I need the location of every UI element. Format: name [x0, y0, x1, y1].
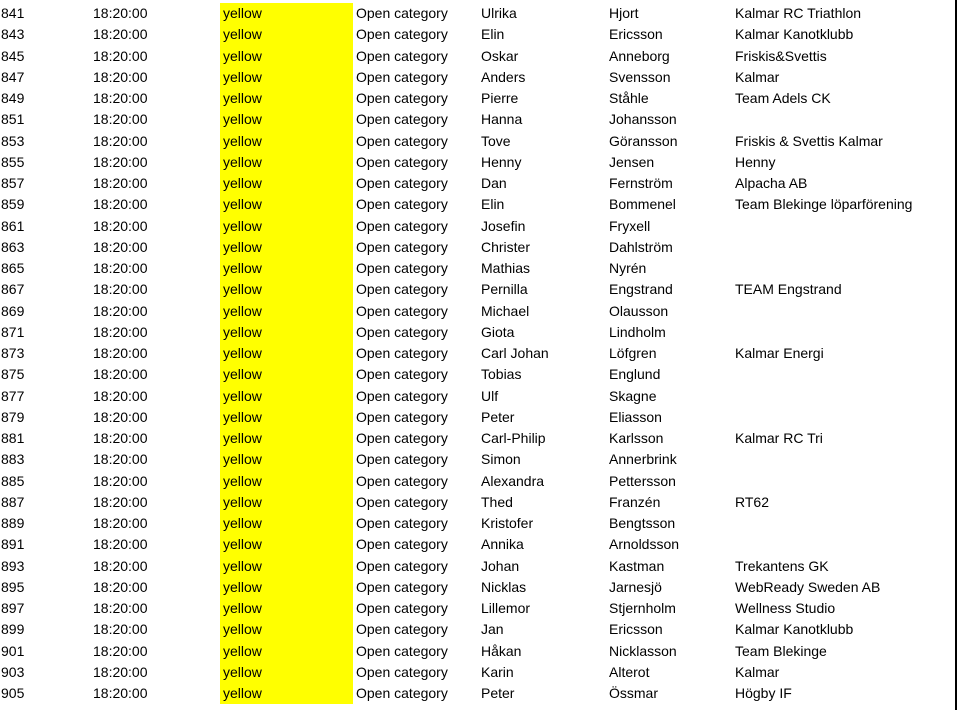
bib-number-cell: 879 — [1, 408, 25, 425]
club-cell: Kalmar RC Triathlon — [735, 5, 862, 21]
first-name-cell: Ulf — [481, 387, 499, 404]
category-cell: Open category — [356, 345, 448, 361]
start-time-cell: 18:20:00 — [93, 642, 148, 659]
first-name-cell: Peter — [481, 408, 515, 425]
category-cell: Open category — [356, 47, 448, 64]
first-name-cell: Elin — [481, 196, 505, 213]
club-cell: Friskis & Svettis Kalmar — [735, 132, 883, 149]
start-time-cell: 18:20:00 — [93, 493, 148, 510]
table-row — [0, 364, 960, 385]
color-group-cell: yellow — [220, 237, 353, 258]
category-cell: Open category — [356, 408, 448, 425]
first-name-cell: Thed — [481, 493, 513, 510]
bib-number-cell: 877 — [1, 387, 25, 404]
last-name-cell: Johansson — [609, 111, 677, 128]
table-row — [0, 449, 960, 470]
category-cell: Open category — [356, 111, 448, 128]
club-cell: WebReady Sweden AB — [735, 578, 881, 595]
start-time-cell: 18:20:00 — [93, 451, 148, 468]
table-row — [0, 237, 960, 258]
bib-number-cell: 843 — [1, 26, 25, 43]
category-cell: Open category — [356, 281, 448, 298]
start-time-cell: 18:20:00 — [93, 345, 148, 361]
last-name-cell: Englund — [609, 366, 661, 383]
last-name-cell: Arnoldsson — [609, 536, 680, 553]
table-row — [0, 3, 960, 24]
color-group-cell: yellow — [220, 173, 353, 194]
last-name-cell: Fryxell — [609, 217, 651, 234]
table-row — [0, 577, 960, 598]
color-group-cell: yellow — [220, 46, 353, 67]
start-time-cell: 18:20:00 — [93, 5, 148, 21]
last-name-cell: Svensson — [609, 68, 671, 85]
first-name-cell: Pierre — [481, 90, 519, 106]
color-group-cell: yellow — [220, 386, 353, 407]
start-time-cell: 18:20:00 — [93, 578, 148, 595]
start-time-cell: 18:20:00 — [93, 238, 148, 255]
club-cell — [735, 534, 953, 555]
bib-number-cell: 861 — [1, 217, 25, 234]
last-name-cell: Bengtsson — [609, 515, 676, 531]
category-cell: Open category — [356, 153, 448, 170]
last-name-cell: Hjort — [609, 5, 639, 21]
last-name-cell: Löfgren — [609, 345, 657, 361]
last-name-cell: Franzén — [609, 493, 661, 510]
club-cell: Wellness Studio — [735, 600, 836, 616]
club-cell: Trekantens GK — [735, 557, 829, 574]
color-group-cell: yellow — [220, 407, 353, 428]
category-cell: Open category — [356, 663, 448, 680]
category-cell: Open category — [356, 132, 448, 149]
club-cell — [735, 301, 953, 322]
color-group-cell: yellow — [220, 152, 353, 173]
bib-number-cell: 863 — [1, 238, 25, 255]
first-name-cell: Nicklas — [481, 578, 527, 595]
category-cell: Open category — [356, 5, 448, 21]
table-row — [0, 131, 960, 152]
bib-number-cell: 851 — [1, 111, 25, 128]
table-row — [0, 641, 960, 662]
bib-number-cell: 873 — [1, 345, 25, 361]
bib-number-cell: 855 — [1, 153, 25, 170]
color-group-cell: yellow — [220, 577, 353, 598]
last-name-cell: Jarnesjö — [609, 578, 662, 595]
last-name-cell: Eliasson — [609, 408, 662, 425]
first-name-cell: Tove — [481, 132, 511, 149]
bib-number-cell: 845 — [1, 47, 25, 64]
club-cell: TEAM Engstrand — [735, 281, 842, 298]
color-group-cell: yellow — [220, 258, 353, 279]
start-time-cell: 18:20:00 — [93, 281, 148, 298]
bib-number-cell: 901 — [1, 642, 25, 659]
first-name-cell: Karin — [481, 663, 514, 680]
start-time-cell: 18:20:00 — [93, 47, 148, 64]
category-cell: Open category — [356, 260, 448, 276]
table-row — [0, 152, 960, 173]
color-group-cell: yellow — [220, 492, 353, 513]
last-name-cell: Skagne — [609, 387, 657, 404]
bib-number-cell: 893 — [1, 557, 25, 574]
color-group-cell: yellow — [220, 534, 353, 555]
category-cell: Open category — [356, 472, 448, 489]
bib-number-cell: 853 — [1, 132, 25, 149]
table-row — [0, 386, 960, 407]
start-time-cell: 18:20:00 — [93, 260, 148, 276]
start-time-cell: 18:20:00 — [93, 111, 148, 128]
bib-number-cell: 847 — [1, 68, 25, 85]
bib-number-cell: 899 — [1, 621, 25, 638]
table-right-border — [955, 0, 957, 710]
club-cell: RT62 — [735, 493, 769, 510]
start-time-cell: 18:20:00 — [93, 430, 148, 446]
color-group-cell: yellow — [220, 364, 353, 385]
club-cell: Kalmar — [735, 663, 780, 680]
color-group-cell: yellow — [220, 513, 353, 534]
club-cell: Högby IF — [735, 685, 792, 701]
category-cell: Open category — [356, 196, 448, 213]
table-row — [0, 301, 960, 322]
table-row — [0, 194, 960, 215]
first-name-cell: Pernilla — [481, 281, 528, 298]
start-time-cell: 18:20:00 — [93, 302, 148, 319]
table-row — [0, 258, 960, 279]
club-cell — [735, 216, 953, 237]
category-cell: Open category — [356, 387, 448, 404]
color-group-cell: yellow — [220, 662, 353, 683]
bib-number-cell: 875 — [1, 366, 25, 383]
last-name-cell: Kastman — [609, 557, 665, 574]
color-group-cell: yellow — [220, 343, 353, 364]
first-name-cell: Carl-Philip — [481, 430, 546, 446]
last-name-cell: Karlsson — [609, 430, 664, 446]
start-time-cell: 18:20:00 — [93, 90, 148, 106]
start-list-table — [0, 3, 960, 704]
bib-number-cell: 871 — [1, 323, 25, 340]
first-name-cell: Carl Johan — [481, 345, 549, 361]
category-cell: Open category — [356, 366, 448, 383]
color-group-cell: yellow — [220, 619, 353, 640]
table-row — [0, 619, 960, 640]
bib-number-cell: 905 — [1, 685, 25, 701]
color-group-cell: yellow — [220, 683, 353, 704]
table-row — [0, 46, 960, 67]
club-cell — [735, 258, 953, 279]
start-time-cell: 18:20:00 — [93, 26, 148, 43]
first-name-cell: Henny — [481, 153, 522, 170]
first-name-cell: Oskar — [481, 47, 519, 64]
table-row — [0, 556, 960, 577]
first-name-cell: Mathias — [481, 260, 531, 276]
bib-number-cell: 903 — [1, 663, 25, 680]
club-cell — [735, 386, 953, 407]
color-group-cell: yellow — [220, 67, 353, 88]
table-row — [0, 513, 960, 534]
club-cell — [735, 109, 953, 130]
last-name-cell: Göransson — [609, 132, 678, 149]
first-name-cell: Dan — [481, 175, 507, 191]
club-cell: Henny — [735, 153, 776, 170]
first-name-cell: Lillemor — [481, 600, 531, 616]
table-row — [0, 428, 960, 449]
club-cell: Kalmar Kanotklubb — [735, 26, 854, 43]
color-group-cell: yellow — [220, 556, 353, 577]
color-group-cell: yellow — [220, 216, 353, 237]
category-cell: Open category — [356, 217, 448, 234]
first-name-cell: Elin — [481, 26, 505, 43]
first-name-cell: Kristofer — [481, 515, 534, 531]
category-cell: Open category — [356, 685, 448, 701]
start-time-cell: 18:20:00 — [93, 408, 148, 425]
first-name-cell: Josefin — [481, 217, 526, 234]
club-cell — [735, 322, 953, 343]
table-row — [0, 492, 960, 513]
first-name-cell: Hanna — [481, 111, 523, 128]
first-name-cell: Jan — [481, 621, 504, 638]
color-group-cell: yellow — [220, 24, 353, 45]
color-group-cell: yellow — [220, 88, 353, 109]
bib-number-cell: 869 — [1, 302, 25, 319]
category-cell: Open category — [356, 175, 448, 191]
first-name-cell: Tobias — [481, 366, 522, 383]
last-name-cell: Nyrén — [609, 260, 647, 276]
club-cell: Team Blekinge — [735, 642, 827, 659]
bib-number-cell: 849 — [1, 90, 25, 106]
club-cell: Alpacha AB — [735, 175, 808, 191]
last-name-cell: Stjernholm — [609, 600, 676, 616]
last-name-cell: Fernström — [609, 175, 673, 191]
color-group-cell: yellow — [220, 322, 353, 343]
first-name-cell: Giota — [481, 323, 515, 340]
table-row — [0, 471, 960, 492]
color-group-cell: yellow — [220, 428, 353, 449]
last-name-cell: Jensen — [609, 153, 655, 170]
club-cell — [735, 513, 953, 534]
category-cell: Open category — [356, 600, 448, 616]
category-cell: Open category — [356, 621, 448, 638]
table-row — [0, 662, 960, 683]
table-row — [0, 88, 960, 109]
start-time-cell: 18:20:00 — [93, 600, 148, 616]
start-time-cell: 18:20:00 — [93, 366, 148, 383]
category-cell: Open category — [356, 430, 448, 446]
club-cell — [735, 364, 953, 385]
bib-number-cell: 841 — [1, 5, 25, 21]
table-row — [0, 598, 960, 619]
category-cell: Open category — [356, 451, 448, 468]
category-cell: Open category — [356, 642, 448, 659]
bib-number-cell: 881 — [1, 430, 25, 446]
category-cell: Open category — [356, 493, 448, 510]
first-name-cell: Peter — [481, 685, 515, 701]
color-group-cell: yellow — [220, 471, 353, 492]
category-cell: Open category — [356, 26, 448, 43]
category-cell: Open category — [356, 515, 448, 531]
bib-number-cell: 887 — [1, 493, 25, 510]
color-group-cell: yellow — [220, 109, 353, 130]
start-time-cell: 18:20:00 — [93, 663, 148, 680]
start-time-cell: 18:20:00 — [93, 323, 148, 340]
last-name-cell: Annerbrink — [609, 451, 677, 468]
start-time-cell: 18:20:00 — [93, 387, 148, 404]
start-time-cell: 18:20:00 — [93, 685, 148, 701]
bib-number-cell: 885 — [1, 472, 25, 489]
start-time-cell: 18:20:00 — [93, 621, 148, 638]
start-time-cell: 18:20:00 — [93, 472, 148, 489]
last-name-cell: Bommenel — [609, 196, 676, 213]
club-cell: Team Blekinge löparförening — [735, 196, 913, 213]
last-name-cell: Alterot — [609, 663, 650, 680]
club-cell: Friskis&Svettis — [735, 47, 827, 64]
start-time-cell: 18:20:00 — [93, 153, 148, 170]
category-cell: Open category — [356, 323, 448, 340]
start-time-cell: 18:20:00 — [93, 132, 148, 149]
bib-number-cell: 867 — [1, 281, 25, 298]
table-row — [0, 67, 960, 88]
table-row — [0, 109, 960, 130]
bib-number-cell: 857 — [1, 175, 25, 191]
category-cell: Open category — [356, 90, 448, 106]
club-cell: Kalmar Energi — [735, 345, 824, 361]
start-time-cell: 18:20:00 — [93, 515, 148, 531]
club-cell: Kalmar — [735, 68, 780, 85]
start-time-cell: 18:20:00 — [93, 557, 148, 574]
club-cell: Kalmar Kanotklubb — [735, 621, 854, 638]
category-cell: Open category — [356, 238, 448, 255]
first-name-cell: Johan — [481, 557, 520, 574]
table-row — [0, 216, 960, 237]
last-name-cell: Pettersson — [609, 472, 676, 489]
table-row — [0, 343, 960, 364]
bib-number-cell: 895 — [1, 578, 25, 595]
bib-number-cell: 865 — [1, 260, 25, 276]
bib-number-cell: 859 — [1, 196, 25, 213]
first-name-cell: Ulrika — [481, 5, 517, 21]
first-name-cell: Håkan — [481, 642, 522, 659]
first-name-cell: Alexandra — [481, 472, 545, 489]
table-row — [0, 322, 960, 343]
table-row — [0, 534, 960, 555]
color-group-cell: yellow — [220, 301, 353, 322]
last-name-cell: Ståhle — [609, 90, 649, 106]
table-row — [0, 683, 960, 704]
bib-number-cell: 897 — [1, 600, 25, 616]
last-name-cell: Ericsson — [609, 621, 663, 638]
color-group-cell: yellow — [220, 194, 353, 215]
club-cell — [735, 471, 953, 492]
first-name-cell: Christer — [481, 238, 531, 255]
last-name-cell: Engstrand — [609, 281, 673, 298]
last-name-cell: Nicklasson — [609, 642, 677, 659]
category-cell: Open category — [356, 578, 448, 595]
start-time-cell: 18:20:00 — [93, 196, 148, 213]
color-group-cell: yellow — [220, 131, 353, 152]
color-group-cell: yellow — [220, 598, 353, 619]
category-cell: Open category — [356, 536, 448, 553]
color-group-cell: yellow — [220, 3, 353, 24]
color-group-cell: yellow — [220, 279, 353, 300]
club-cell — [735, 449, 953, 470]
bib-number-cell: 891 — [1, 536, 25, 553]
bib-number-cell: 889 — [1, 515, 25, 531]
category-cell: Open category — [356, 68, 448, 85]
start-time-cell: 18:20:00 — [93, 175, 148, 191]
start-time-cell: 18:20:00 — [93, 536, 148, 553]
category-cell: Open category — [356, 302, 448, 319]
club-cell: Kalmar RC Tri — [735, 430, 823, 446]
table-row — [0, 407, 960, 428]
last-name-cell: Össmar — [609, 685, 658, 701]
category-cell: Open category — [356, 557, 448, 574]
last-name-cell: Anneborg — [609, 47, 670, 64]
first-name-cell: Simon — [481, 451, 521, 468]
club-cell — [735, 237, 953, 258]
last-name-cell: Ericsson — [609, 26, 663, 43]
last-name-cell: Lindholm — [609, 323, 666, 340]
bib-number-cell: 883 — [1, 451, 25, 468]
table-row — [0, 24, 960, 45]
last-name-cell: Olausson — [609, 302, 669, 319]
club-cell — [735, 407, 953, 428]
color-group-cell: yellow — [220, 641, 353, 662]
first-name-cell: Anders — [481, 68, 526, 85]
first-name-cell: Michael — [481, 302, 530, 319]
start-time-cell: 18:20:00 — [93, 68, 148, 85]
first-name-cell: Annika — [481, 536, 524, 553]
table-row — [0, 173, 960, 194]
start-time-cell: 18:20:00 — [93, 217, 148, 234]
table-row — [0, 279, 960, 300]
last-name-cell: Dahlström — [609, 238, 673, 255]
color-group-cell: yellow — [220, 449, 353, 470]
club-cell: Team Adels CK — [735, 90, 831, 106]
